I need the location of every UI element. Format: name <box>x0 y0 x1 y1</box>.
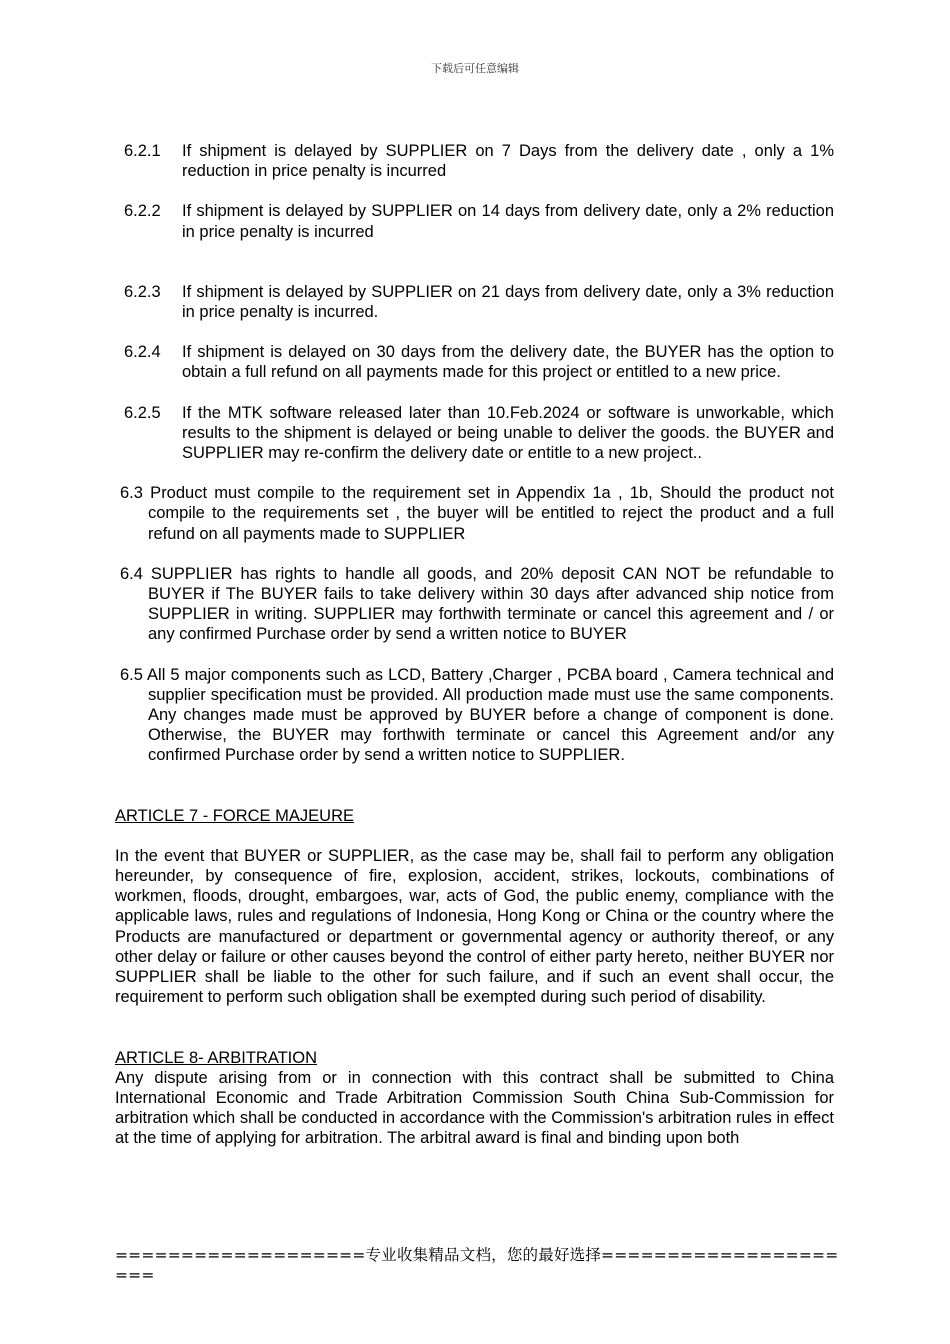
clause-text: If shipment is delayed on 30 days from the delivery date, the BUYER has the option to obtain a full refund on all payments made for this project or entitled to a new price. <box>182 343 834 382</box>
article-8-heading: ARTICLE 8- ARBITRATION <box>115 1048 318 1067</box>
page-footer: ===================专业收集精品文档，您的最好选择===================== <box>115 1246 839 1284</box>
clause-6-2-2 <box>115 201 834 241</box>
clause-number: 6.2.1 <box>124 142 161 160</box>
clause-text: If shipment is delayed by SUPPLIER on 14 days from delivery date, only a 2% reduction in price penalty is incurred <box>182 202 834 241</box>
clause-6-2-5 <box>115 403 834 464</box>
article-7-heading: ARTICLE 7 - FORCE MAJEURE <box>115 806 354 825</box>
document-body <box>115 141 834 1149</box>
clause-text: If shipment is delayed by SUPPLIER on 21 days from delivery date, only a 3% reduction in price penalty is incurred. <box>182 282 834 322</box>
clause-number: 6.2.4 <box>124 343 161 362</box>
section-6-5: 6.5 All 5 major components such as LCD, Battery ,Charger , PCBA board , Camera technical and supplier specification must be provided. All production made must use the same components. Any changes made must be approved by BUYER before a change of component is done. Otherwise, the BUYER may forthwith terminate or cancel this Agreement and/or any confirmed Purchase order by send a written notice to SUPPLIER. <box>120 665 834 765</box>
section-6-4: 6.4 SUPPLIER has rights to handle all goods, and 20% deposit CAN NOT be refundable to BUYER if The BUYER fails to take delivery within 30 days after advanced ship notice from SUPPLIER in writing. SUPPLIER may forthwith terminate or cancel this agreement and / or any confirmed Purchase order by send a written notice to BUYER <box>120 564 834 644</box>
section-6-3: 6.3 Product must compile to the requirement set in Appendix 1a , 1b, Should the product not compile to the requirements set , the buyer will be entitled to reject the product and a full refund on all payments made to SUPPLIER <box>120 484 834 543</box>
clause-number: 6.2.5 <box>124 403 161 422</box>
page-header: 下载后可任意编辑 <box>431 62 519 75</box>
clause-text: If shipment is delayed by SUPPLIER on 7 Days from the delivery date , only a 1% reduction in price penalty is incurred <box>182 142 834 181</box>
clause-number: 6.2.3 <box>124 282 161 301</box>
clause-6-2-4 <box>115 342 834 382</box>
article-7-body: In the event that BUYER or SUPPLIER, as the case may be, shall fail to perform any obligation hereunder, by consequence of fire, explosion, accident, strikes, lockouts, combinations of workmen, floods, drought, embargoes, war, acts of God, the public enemy, compliance with the applicable laws, rules and regulations of Indonesia, Hong Kong or China or the country where the Products are manufactured or department or governmental agency or authority thereof, or any other delay or failure or other causes beyond the control of either party hereto, neither BUYER nor SUPPLIER shall be liable to the other for such failure, and if such an event shall occur, the requirement to perform such obligation shall be exempted during such period of disability. <box>115 846 834 1007</box>
clause-6-2-3 <box>115 282 834 322</box>
clause-6-2-1 <box>115 141 834 181</box>
article-8-body: Any dispute arising from or in connection with this contract shall be submitted to China International Economic and Trade Arbitration Commission South China Sub-Commission for arbitration which shall be conducted in accordance with the Commission's arbitration rules in effect at the time of applying for arbitration. The arbitral award is final and binding upon both <box>115 1068 834 1148</box>
clause-number: 6.2.2 <box>124 202 161 221</box>
clause-text: If the MTK software released later than 10.Feb.2024 or software is unworkable, which results to the shipment is delayed or being unable to deliver the goods. the BUYER and SUPPLIER may re-confirm the delivery date or entitle to a new project.. <box>182 403 834 463</box>
